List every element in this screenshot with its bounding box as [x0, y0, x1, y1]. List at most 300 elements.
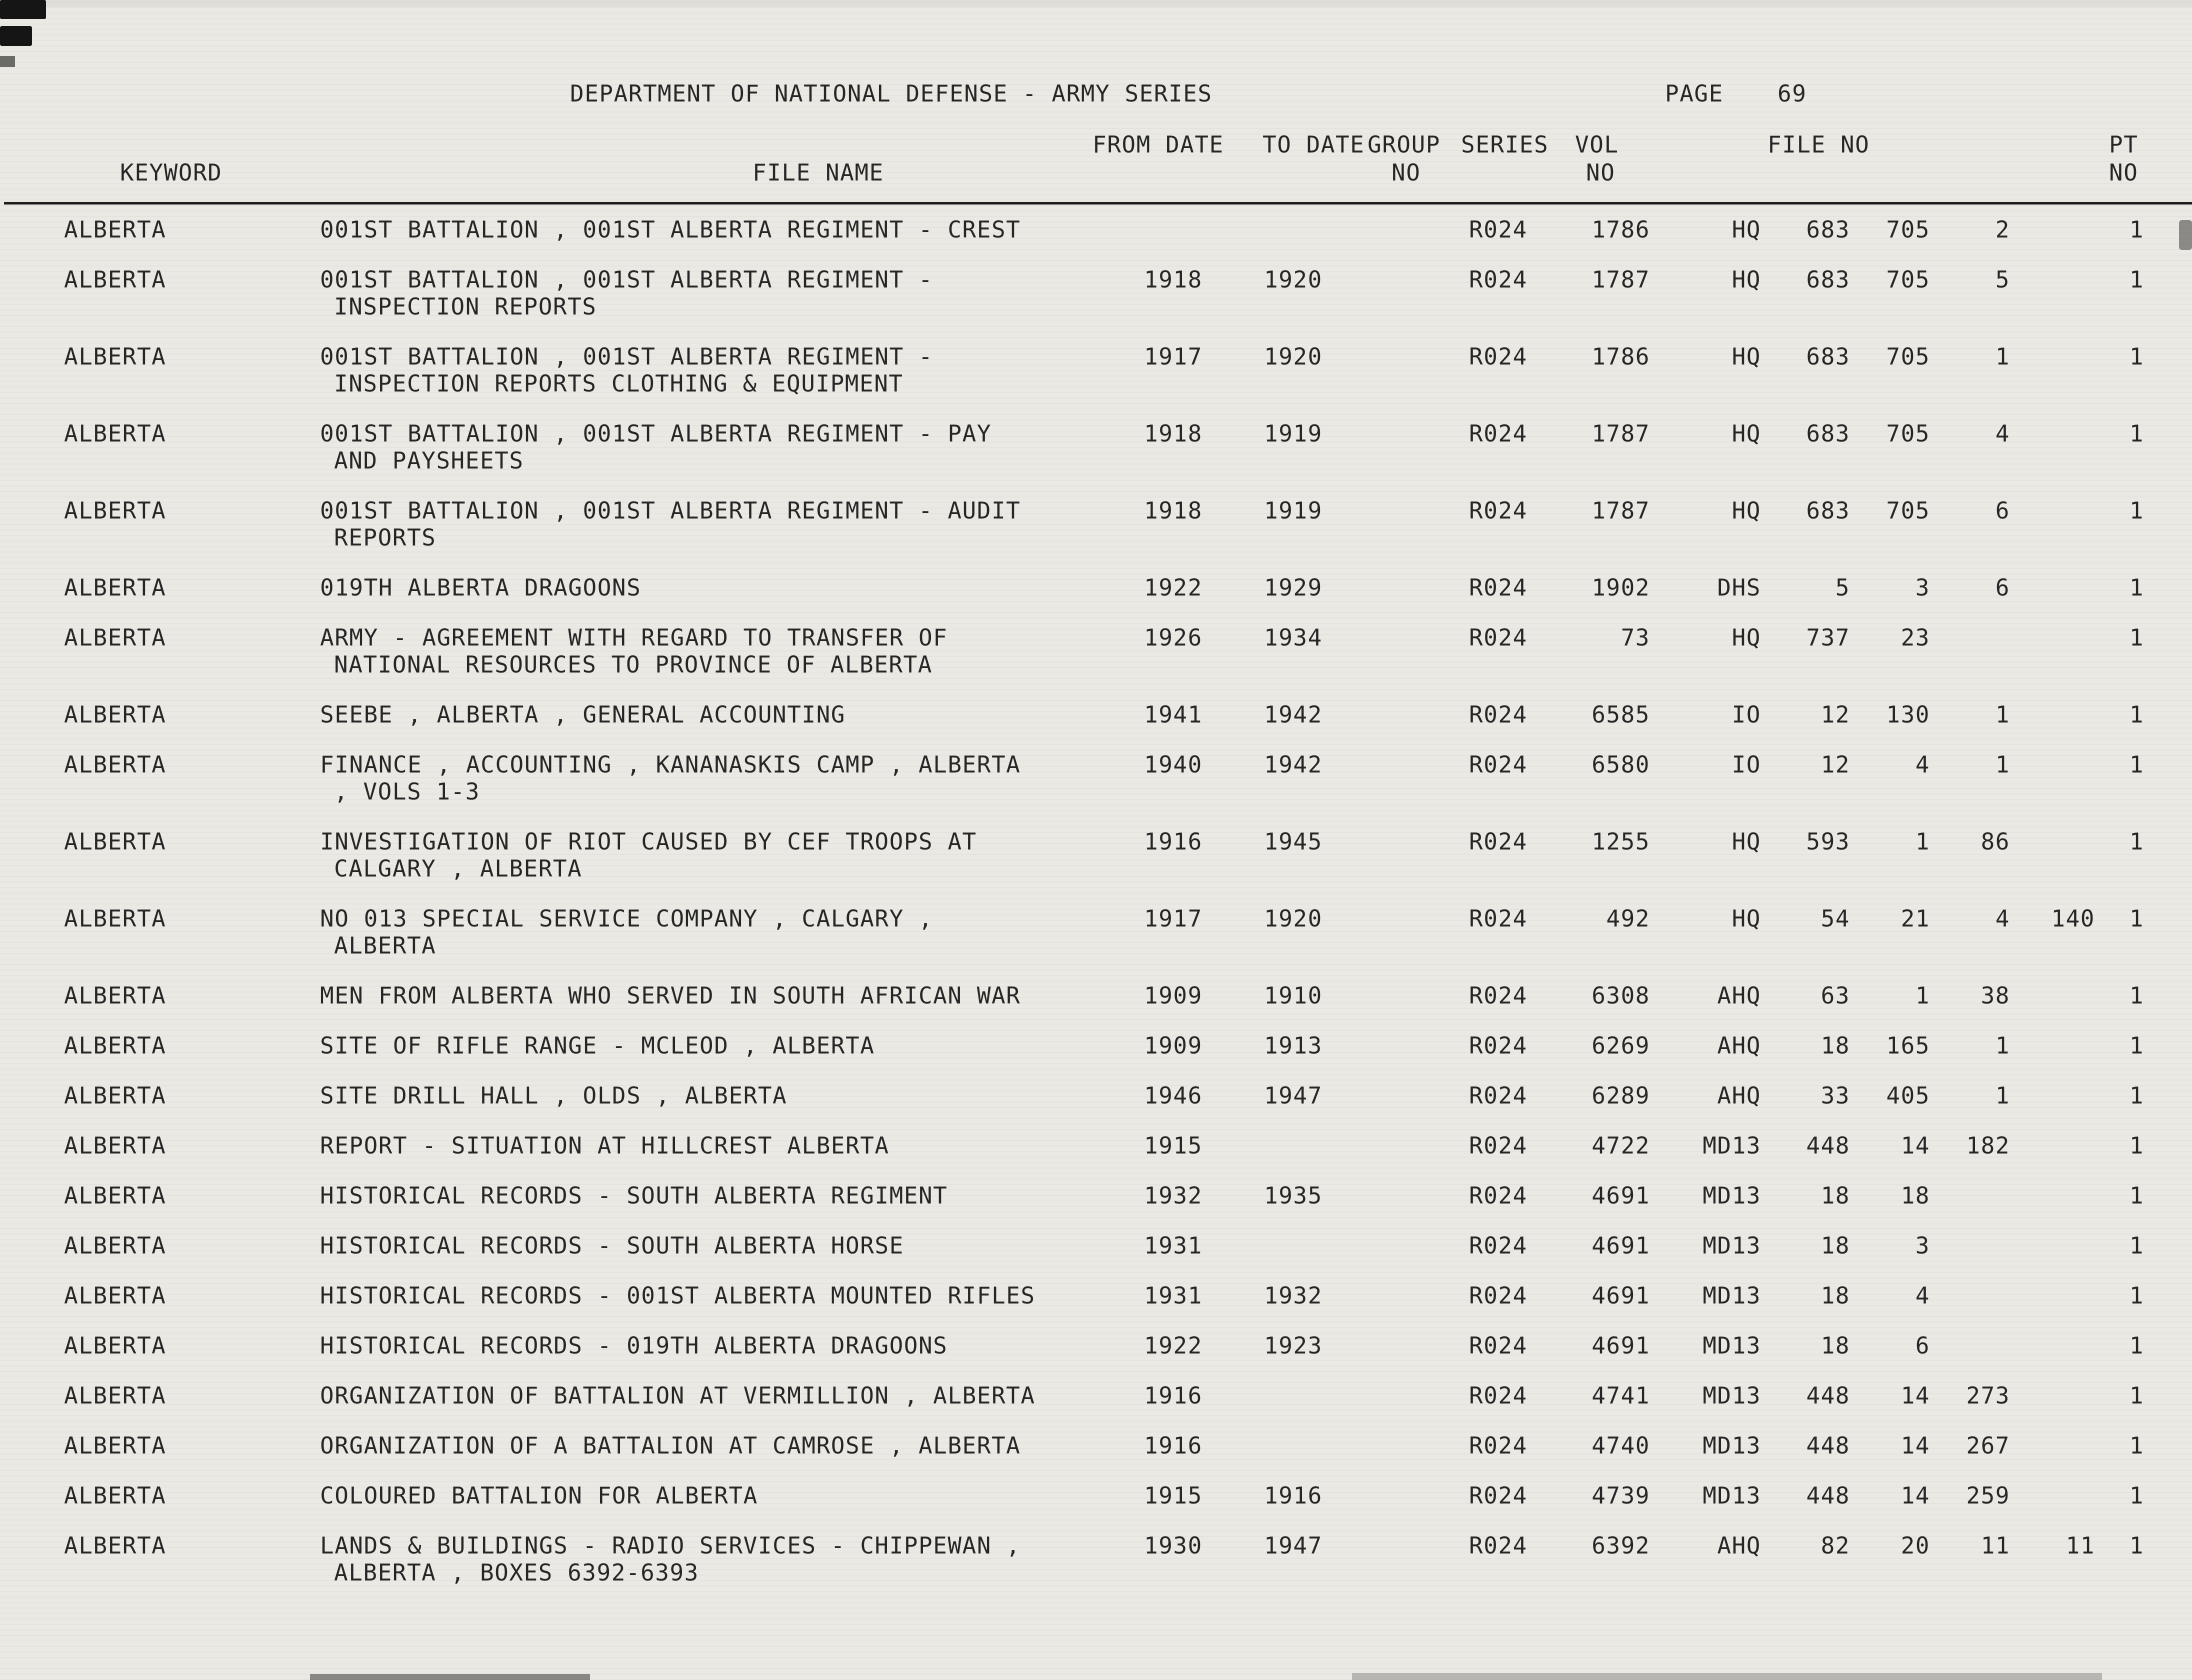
- series-cell: R024: [1469, 701, 1528, 728]
- file-name-cell: [300, 828, 1105, 882]
- file-no-prefix-cell: HQ: [1732, 497, 1761, 524]
- file-no-part-cell: [2010, 1082, 2095, 1109]
- file-no-part-cell: 705: [1886, 266, 1930, 293]
- vol-no-cell: 4691: [1592, 1182, 1650, 1209]
- file-name-line: , VOLS 1-3: [334, 778, 480, 805]
- vol-no-cell: 492: [1606, 905, 1650, 932]
- file-no-prefix-cell: HQ: [1732, 624, 1761, 651]
- series-cell: R024: [1469, 1332, 1528, 1359]
- file-no-part-cell: 1: [1995, 343, 2010, 370]
- from-date-cell: 1940: [1144, 751, 1202, 778]
- file-no-part-cell: 1: [1995, 701, 2010, 728]
- table-row: [45, 1482, 2150, 1509]
- file-name-line: ALBERTA: [334, 932, 436, 959]
- file-no-part-cell: 1: [1915, 828, 1930, 855]
- file-no-part-cell: [2010, 1332, 2095, 1359]
- file-no-prefix-cell: HQ: [1732, 343, 1761, 370]
- file-no-prefix-cell: AHQ: [1717, 982, 1761, 1009]
- file-name-line: COLOURED BATTALION FOR ALBERTA: [320, 1482, 758, 1509]
- file-name-line: 001ST BATTALION , 001ST ALBERTA REGIMENT -: [320, 266, 934, 293]
- file-no-part-cell: 259: [1966, 1482, 2010, 1509]
- group-no-cell: [1380, 1482, 1455, 1509]
- file-name-line: INSPECTION REPORTS CLOTHING & EQUIPMENT: [334, 370, 904, 397]
- file-no-prefix-cell: AHQ: [1717, 1532, 1761, 1559]
- from-date-cell: 1926: [1144, 624, 1202, 651]
- file-no-part-cell: 1: [1995, 1032, 2010, 1059]
- file-name-line: INSPECTION REPORTS: [334, 293, 597, 320]
- file-no-part-cell: 1: [1995, 1082, 2010, 1109]
- table-row: [45, 497, 2150, 551]
- group-no-cell: [1380, 574, 1455, 601]
- file-no-part-cell: [2010, 343, 2095, 397]
- scan-artifact: [1352, 1673, 2102, 1680]
- file-no-part-cell: [1930, 624, 2010, 678]
- table-row: [45, 1282, 2150, 1309]
- file-name-line: ORGANIZATION OF A BATTALION AT CAMROSE , ALBERTA: [320, 1432, 1021, 1459]
- from-date-cell: 1918: [1144, 497, 1202, 524]
- vol-no-cell: 4739: [1592, 1482, 1650, 1509]
- pt-no-cell: 1: [2129, 1282, 2144, 1309]
- file-name-line: 001ST BATTALION , 001ST ALBERTA REGIMENT - AUDIT: [320, 497, 1021, 524]
- file-no-part-cell: 267: [1966, 1432, 2010, 1459]
- file-no-part-cell: [2010, 624, 2095, 678]
- file-name-line: HISTORICAL RECORDS - 019TH ALBERTA DRAGOONS: [320, 1332, 948, 1359]
- file-no-part-cell: 63: [1820, 982, 1850, 1009]
- pt-no-cell: 1: [2129, 1182, 2144, 1209]
- table-row: [45, 624, 2150, 678]
- vol-no-cell: 6289: [1592, 1082, 1650, 1109]
- file-no-part-cell: 130: [1886, 701, 1930, 728]
- file-no-part-cell: 38: [1980, 982, 2010, 1009]
- file-no-part-cell: 1: [1995, 751, 2010, 778]
- group-no-cell: [1380, 1332, 1455, 1359]
- series-cell: R024: [1469, 1432, 1528, 1459]
- file-no-part-cell: 20: [1900, 1532, 1930, 1559]
- file-name-line: INVESTIGATION OF RIOT CAUSED BY CEF TROOPS AT: [320, 828, 977, 855]
- file-no-part-cell: 182: [1966, 1132, 2010, 1159]
- table-row: [45, 574, 2150, 601]
- to-date-cell: 1934: [1264, 624, 1322, 651]
- column-header-pt-no: NO: [2109, 159, 2138, 186]
- file-no-prefix-cell: AHQ: [1717, 1082, 1761, 1109]
- file-name-line: HISTORICAL RECORDS - SOUTH ALBERTA HORSE: [320, 1232, 904, 1259]
- from-date-cell: 1916: [1144, 1432, 1202, 1459]
- group-no-cell: [1380, 266, 1455, 320]
- keyword-cell: ALBERTA: [64, 343, 166, 370]
- series-cell: R024: [1469, 1232, 1528, 1259]
- from-date-cell: 1931: [1144, 1282, 1202, 1309]
- file-no-part-cell: 18: [1900, 1182, 1930, 1209]
- keyword-cell: ALBERTA: [64, 624, 166, 651]
- table-row: [45, 1332, 2150, 1359]
- keyword-cell: ALBERTA: [64, 266, 166, 293]
- table-row: [45, 216, 2150, 243]
- file-name-cell: [300, 420, 1105, 474]
- table-row: [45, 266, 2150, 320]
- file-no-part-cell: 6: [1915, 1332, 1930, 1359]
- file-no-part-cell: 5: [1835, 574, 1850, 601]
- file-no-prefix-cell: HQ: [1732, 905, 1761, 932]
- file-no-part-cell: 683: [1806, 216, 1850, 243]
- from-date-cell: 1932: [1144, 1182, 1202, 1209]
- table-row: [45, 1182, 2150, 1209]
- file-name-cell: [300, 624, 1105, 678]
- table-row: [45, 343, 2150, 397]
- file-no-part-cell: 165: [1886, 1032, 1930, 1059]
- file-no-part-cell: 705: [1886, 343, 1930, 370]
- series-cell: R024: [1469, 497, 1528, 524]
- column-header-series: SERIES: [1461, 131, 1549, 158]
- group-no-cell: [1380, 420, 1455, 474]
- file-name-line: ORGANIZATION OF BATTALION AT VERMILLION , ALBERTA: [320, 1382, 1036, 1409]
- to-date-cell: [1240, 1382, 1380, 1409]
- table-row: [45, 1382, 2150, 1409]
- file-name-cell: [300, 266, 1105, 320]
- column-header-file-name: FILE NAME: [752, 159, 884, 186]
- keyword-cell: ALBERTA: [64, 574, 166, 601]
- file-no-part-cell: 448: [1806, 1382, 1850, 1409]
- file-no-part-cell: 4: [1995, 905, 2010, 932]
- pt-no-cell: 1: [2129, 1332, 2144, 1359]
- file-no-prefix-cell: HQ: [1732, 266, 1761, 293]
- table-row: [45, 701, 2150, 728]
- file-no-prefix-cell: MD13: [1702, 1282, 1761, 1309]
- group-no-cell: [1380, 624, 1455, 678]
- vol-no-cell: 1787: [1592, 266, 1650, 293]
- vol-no-cell: 4691: [1592, 1332, 1650, 1359]
- from-date-cell: 1909: [1144, 1032, 1202, 1059]
- file-no-part-cell: 14: [1900, 1432, 1930, 1459]
- to-date-cell: 1929: [1264, 574, 1322, 601]
- file-no-part-cell: [2010, 701, 2095, 728]
- file-name-cell: [300, 1482, 1105, 1509]
- file-no-part-cell: [2010, 266, 2095, 320]
- group-no-cell: [1380, 343, 1455, 397]
- pt-no-cell: 1: [2129, 266, 2144, 293]
- group-no-cell: [1380, 1132, 1455, 1159]
- file-name-line: NATIONAL RESOURCES TO PROVINCE OF ALBERTA: [334, 651, 932, 678]
- file-no-prefix-cell: MD13: [1702, 1132, 1761, 1159]
- file-no-prefix-cell: HQ: [1732, 216, 1761, 243]
- file-no-part-cell: [1930, 1232, 2010, 1259]
- file-name-cell: [300, 1082, 1105, 1109]
- group-no-cell: [1380, 1432, 1455, 1459]
- file-no-part-cell: [2010, 1182, 2095, 1209]
- file-no-prefix-cell: MD13: [1702, 1432, 1761, 1459]
- pt-no-cell: 1: [2129, 1432, 2144, 1459]
- file-name-cell: [300, 1182, 1105, 1209]
- file-no-part-cell: 12: [1820, 701, 1850, 728]
- from-date-cell: 1922: [1144, 1332, 1202, 1359]
- vol-no-cell: 6269: [1592, 1032, 1650, 1059]
- column-header-from-date: FROM DATE: [1092, 131, 1224, 158]
- column-header-pt: PT: [2109, 131, 2138, 158]
- column-header-group: GROUP: [1368, 131, 1440, 158]
- file-no-part-cell: [2010, 1132, 2095, 1159]
- file-no-part-cell: 14: [1900, 1132, 1930, 1159]
- group-no-cell: [1380, 1032, 1455, 1059]
- header-rule: [4, 202, 2192, 204]
- pt-no-cell: 1: [2129, 343, 2144, 370]
- series-cell: R024: [1469, 1382, 1528, 1409]
- file-no-part-cell: 448: [1806, 1132, 1850, 1159]
- file-no-prefix-cell: AHQ: [1717, 1032, 1761, 1059]
- file-no-prefix-cell: IO: [1732, 701, 1761, 728]
- from-date-cell: 1917: [1144, 343, 1202, 370]
- file-no-part-cell: 12: [1820, 751, 1850, 778]
- file-no-part-cell: [2010, 574, 2095, 601]
- file-no-part-cell: [2010, 497, 2095, 551]
- file-no-part-cell: 405: [1886, 1082, 1930, 1109]
- file-name-line: 001ST BATTALION , 001ST ALBERTA REGIMENT - PAY: [320, 420, 992, 447]
- file-no-part-cell: 737: [1806, 624, 1850, 651]
- keyword-cell: ALBERTA: [64, 982, 166, 1009]
- pt-no-cell: 1: [2129, 1532, 2144, 1559]
- file-no-part-cell: 683: [1806, 497, 1850, 524]
- series-cell: R024: [1469, 1482, 1528, 1509]
- file-no-part-cell: [2010, 982, 2095, 1009]
- file-name-line: NO 013 SPECIAL SERVICE COMPANY , CALGARY ,: [320, 905, 934, 932]
- table-row: [45, 905, 2150, 959]
- file-no-part-cell: 705: [1886, 216, 1930, 243]
- file-no-prefix-cell: MD13: [1702, 1182, 1761, 1209]
- vol-no-cell: 1255: [1592, 828, 1650, 855]
- from-date-cell: [1105, 216, 1240, 243]
- vol-no-cell: 1902: [1592, 574, 1650, 601]
- file-name-cell: [300, 1332, 1105, 1359]
- pt-no-cell: 1: [2129, 1132, 2144, 1159]
- column-header-keyword: KEYWORD: [120, 159, 222, 186]
- keyword-cell: ALBERTA: [64, 1282, 166, 1309]
- file-no-part-cell: 4: [1915, 1282, 1930, 1309]
- keyword-cell: ALBERTA: [64, 701, 166, 728]
- file-name-line: AND PAYSHEETS: [334, 447, 524, 474]
- file-name-cell: [300, 343, 1105, 397]
- vol-no-cell: 73: [1620, 624, 1650, 651]
- scan-artifact: [310, 1674, 590, 1680]
- page-number-label: PAGE: [1665, 80, 1724, 107]
- from-date-cell: 1930: [1144, 1532, 1202, 1559]
- group-no-cell: [1380, 905, 1455, 959]
- file-no-prefix-cell: HQ: [1732, 828, 1761, 855]
- table-row: [45, 1232, 2150, 1259]
- group-no-cell: [1380, 497, 1455, 551]
- file-no-prefix-cell: MD13: [1702, 1332, 1761, 1359]
- file-no-part-cell: [2010, 420, 2095, 474]
- file-name-line: HISTORICAL RECORDS - SOUTH ALBERTA REGIMENT: [320, 1182, 948, 1209]
- file-name-cell: [300, 1282, 1105, 1309]
- file-no-part-cell: 33: [1820, 1082, 1850, 1109]
- series-cell: R024: [1469, 1132, 1528, 1159]
- file-no-part-cell: 21: [1900, 905, 1930, 932]
- table-row: [45, 828, 2150, 882]
- file-name-line: SEEBE , ALBERTA , GENERAL ACCOUNTING: [320, 701, 846, 728]
- group-no-cell: [1380, 701, 1455, 728]
- to-date-cell: 1920: [1264, 266, 1322, 293]
- file-name-cell: [300, 1382, 1105, 1409]
- group-no-cell: [1380, 1382, 1455, 1409]
- group-no-cell: [1380, 982, 1455, 1009]
- vol-no-cell: 6308: [1592, 982, 1650, 1009]
- file-no-part-cell: 593: [1806, 828, 1850, 855]
- vol-no-cell: 6392: [1592, 1532, 1650, 1559]
- file-no-part-cell: [1930, 1332, 2010, 1359]
- vol-no-cell: 4691: [1592, 1282, 1650, 1309]
- group-no-cell: [1380, 1082, 1455, 1109]
- keyword-cell: ALBERTA: [64, 828, 166, 855]
- keyword-cell: ALBERTA: [64, 1082, 166, 1109]
- file-no-part-cell: 11: [2066, 1532, 2095, 1559]
- file-no-part-cell: 2: [1995, 216, 2010, 243]
- file-no-part-cell: [2010, 1232, 2095, 1259]
- file-no-part-cell: 448: [1806, 1482, 1850, 1509]
- from-date-cell: 1931: [1144, 1232, 1202, 1259]
- file-no-part-cell: 683: [1806, 343, 1850, 370]
- to-date-cell: [1240, 1132, 1380, 1159]
- table-row: [45, 1532, 2150, 1586]
- keyword-cell: ALBERTA: [64, 1032, 166, 1059]
- file-no-part-cell: 6: [1995, 497, 2010, 524]
- series-cell: R024: [1469, 828, 1528, 855]
- group-no-cell: [1380, 1232, 1455, 1259]
- file-no-part-cell: 5: [1995, 266, 2010, 293]
- to-date-cell: [1240, 216, 1380, 243]
- file-no-part-cell: [2010, 1432, 2095, 1459]
- file-no-part-cell: 23: [1900, 624, 1930, 651]
- vol-no-cell: 4741: [1592, 1382, 1650, 1409]
- column-header-to-date: TO DATE: [1262, 131, 1365, 158]
- series-cell: R024: [1469, 905, 1528, 932]
- from-date-cell: 1946: [1144, 1082, 1202, 1109]
- file-name-cell: [300, 1432, 1105, 1459]
- file-no-part-cell: 18: [1820, 1232, 1850, 1259]
- keyword-cell: ALBERTA: [64, 1482, 166, 1509]
- file-name-cell: [300, 1232, 1105, 1259]
- file-no-part-cell: 11: [1980, 1532, 2010, 1559]
- vol-no-cell: 4691: [1592, 1232, 1650, 1259]
- page-title: DEPARTMENT OF NATIONAL DEFENSE - ARMY SERIES: [570, 80, 1212, 107]
- pt-no-cell: 1: [2129, 574, 2144, 601]
- table-row: [45, 751, 2150, 805]
- page-header: [0, 0, 2192, 215]
- file-no-part-cell: 18: [1820, 1332, 1850, 1359]
- file-name-line: ARMY - AGREEMENT WITH REGARD TO TRANSFER OF: [320, 624, 948, 651]
- from-date-cell: 1922: [1144, 574, 1202, 601]
- vol-no-cell: 1786: [1592, 216, 1650, 243]
- group-no-cell: [1380, 751, 1455, 805]
- series-cell: R024: [1469, 982, 1528, 1009]
- file-no-part-cell: 14: [1900, 1482, 1930, 1509]
- file-no-part-cell: 14: [1900, 1382, 1930, 1409]
- series-cell: R024: [1469, 1082, 1528, 1109]
- to-date-cell: 1942: [1264, 751, 1322, 778]
- keyword-cell: ALBERTA: [64, 216, 166, 243]
- keyword-cell: ALBERTA: [64, 905, 166, 932]
- file-no-part-cell: 140: [2051, 905, 2095, 932]
- file-name-line: REPORTS: [334, 524, 436, 551]
- group-no-cell: [1380, 1182, 1455, 1209]
- vol-no-cell: 4740: [1592, 1432, 1650, 1459]
- to-date-cell: 1920: [1264, 343, 1322, 370]
- file-no-part-cell: 705: [1886, 497, 1930, 524]
- from-date-cell: 1917: [1144, 905, 1202, 932]
- table-row: [45, 1032, 2150, 1059]
- series-cell: R024: [1469, 1182, 1528, 1209]
- series-cell: R024: [1469, 343, 1528, 370]
- vol-no-cell: 6580: [1592, 751, 1650, 778]
- file-no-part-cell: [2010, 1482, 2095, 1509]
- file-name-line: HISTORICAL RECORDS - 001ST ALBERTA MOUNTED RIFLES: [320, 1282, 1036, 1309]
- file-name-cell: [300, 1132, 1105, 1159]
- file-no-part-cell: 86: [1980, 828, 2010, 855]
- file-name-cell: [300, 905, 1105, 959]
- file-no-part-cell: 273: [1966, 1382, 2010, 1409]
- to-date-cell: 1920: [1264, 905, 1322, 932]
- file-no-part-cell: [2010, 828, 2095, 882]
- to-date-cell: 1919: [1264, 420, 1322, 447]
- column-header-group-no: NO: [1392, 159, 1421, 186]
- pt-no-cell: 1: [2129, 1082, 2144, 1109]
- to-date-cell: 1913: [1264, 1032, 1322, 1059]
- file-no-prefix-cell: MD13: [1702, 1382, 1761, 1409]
- file-no-part-cell: [1930, 1182, 2010, 1209]
- file-name-cell: [300, 497, 1105, 551]
- to-date-cell: [1240, 1432, 1380, 1459]
- file-name-line: 019TH ALBERTA DRAGOONS: [320, 574, 642, 601]
- from-date-cell: 1915: [1144, 1132, 1202, 1159]
- series-cell: R024: [1469, 216, 1528, 243]
- file-name-line: SITE OF RIFLE RANGE - MCLEOD , ALBERTA: [320, 1032, 875, 1059]
- keyword-cell: ALBERTA: [64, 751, 166, 778]
- records-table-body: [45, 216, 2150, 1609]
- file-name-line: 001ST BATTALION , 001ST ALBERTA REGIMENT - CREST: [320, 216, 1021, 243]
- pt-no-cell: 1: [2129, 701, 2144, 728]
- file-name-line: REPORT - SITUATION AT HILLCREST ALBERTA: [320, 1132, 890, 1159]
- group-no-cell: [1380, 216, 1455, 243]
- file-no-part-cell: [2010, 1282, 2095, 1309]
- file-name-cell: [300, 574, 1105, 601]
- file-name-line: ALBERTA , BOXES 6392-6393: [334, 1559, 699, 1586]
- file-name-line: LANDS & BUILDINGS - RADIO SERVICES - CHIPPEWAN ,: [320, 1532, 1021, 1559]
- file-name-line: 001ST BATTALION , 001ST ALBERTA REGIMENT -: [320, 343, 934, 370]
- pt-no-cell: 1: [2129, 1232, 2144, 1259]
- pt-no-cell: 1: [2129, 1482, 2144, 1509]
- file-no-part-cell: 54: [1820, 905, 1850, 932]
- series-cell: R024: [1469, 1282, 1528, 1309]
- keyword-cell: ALBERTA: [64, 1432, 166, 1459]
- pt-no-cell: 1: [2129, 1382, 2144, 1409]
- file-no-part-cell: 6: [1995, 574, 2010, 601]
- file-name-cell: [300, 216, 1105, 243]
- series-cell: R024: [1469, 751, 1528, 778]
- keyword-cell: ALBERTA: [64, 1532, 166, 1559]
- file-no-part-cell: 18: [1820, 1182, 1850, 1209]
- table-row: [45, 982, 2150, 1009]
- file-no-part-cell: 4: [1995, 420, 2010, 447]
- to-date-cell: 1935: [1264, 1182, 1322, 1209]
- vol-no-cell: 6585: [1592, 701, 1650, 728]
- from-date-cell: 1918: [1144, 266, 1202, 293]
- pt-no-cell: 1: [2129, 1032, 2144, 1059]
- series-cell: R024: [1469, 1532, 1528, 1559]
- group-no-cell: [1380, 1282, 1455, 1309]
- keyword-cell: ALBERTA: [64, 1232, 166, 1259]
- file-no-prefix-cell: HQ: [1732, 420, 1761, 447]
- series-cell: R024: [1469, 574, 1528, 601]
- file-name-line: FINANCE , ACCOUNTING , KANANASKIS CAMP , ALBERTA: [320, 751, 1021, 778]
- vol-no-cell: 1787: [1592, 497, 1650, 524]
- file-no-prefix-cell: DHS: [1717, 574, 1761, 601]
